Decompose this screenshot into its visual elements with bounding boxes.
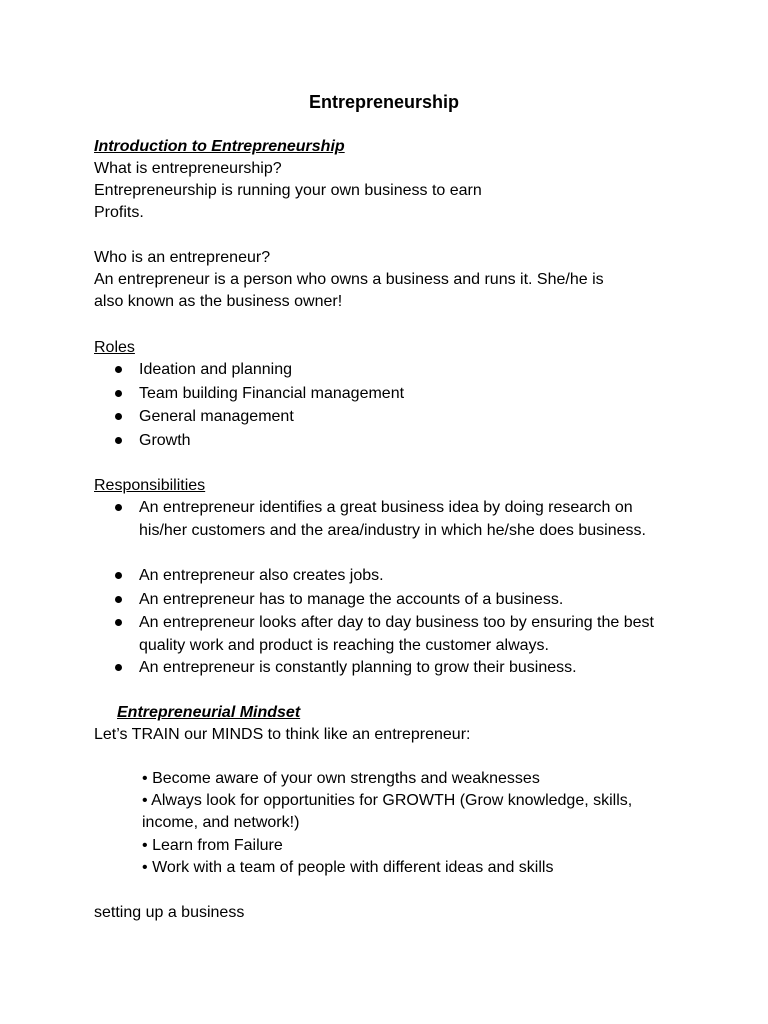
closing-text: setting up a business — [94, 904, 245, 921]
bullet-icon — [115, 437, 122, 444]
roles-item-text: Ideation and planning — [139, 361, 293, 378]
bullet-glyph: • — [142, 792, 148, 809]
mindset-list-item — [142, 857, 687, 879]
intro-answer-1-line-1: Entrepreneurship is running your own business to earn — [94, 182, 482, 199]
responsibilities-heading: Responsibilities — [94, 477, 206, 494]
intro-answer-2-line-1: An entrepreneur is a person who owns a business and runs it. She/he is — [94, 271, 604, 288]
responsibilities-item-text: An entrepreneur has to manage the accounts of a business. — [139, 591, 564, 608]
mindset-item-text: Work with a team of people with different ideas and skills — [152, 859, 554, 876]
mindset-item-text: Become aware of your own strengths and weaknesses — [152, 770, 540, 787]
roles-item-text: Growth — [139, 432, 191, 449]
mindset-intro: Let’s TRAIN our MINDS to think like an entrepreneur: — [94, 726, 471, 743]
bullet-glyph: • — [142, 837, 148, 854]
intro-question-2: Who is an entrepreneur? — [94, 249, 271, 266]
responsibilities-item-text: An entrepreneur also creates jobs. — [139, 567, 384, 584]
roles-list-item — [139, 406, 684, 429]
bullet-glyph: • — [142, 859, 148, 876]
intro-answer-2-line-2: also known as the business owner! — [94, 293, 343, 310]
responsibilities-list-item — [139, 565, 684, 588]
responsibilities-list-item — [139, 657, 684, 680]
roles-list-item — [139, 383, 684, 406]
mindset-item-text: Learn from Failure — [152, 837, 283, 854]
intro-answer-1-line-2: Profits. — [94, 204, 144, 221]
mindset-item-text: Always look for opportunities for GROWTH (Grow knowledge, skills, income, and network!) — [142, 792, 633, 831]
responsibilities-item-text: An entrepreneur identifies a great business idea by doing research on his/her customers and the area/industry in which he/she does business. — [139, 499, 646, 539]
bullet-icon — [115, 413, 122, 420]
bullet-glyph: • — [142, 770, 148, 787]
responsibilities-list-item — [139, 497, 684, 542]
roles-heading: Roles — [94, 339, 135, 356]
bullet-icon — [115, 390, 122, 397]
bullet-icon — [115, 619, 122, 626]
mindset-heading: Entrepreneurial Mindset — [117, 704, 301, 721]
bullet-icon — [115, 366, 122, 373]
roles-item-text: Team building Financial management — [139, 385, 405, 402]
roles-list-item — [139, 430, 684, 453]
bullet-icon — [115, 504, 122, 511]
responsibilities-item-text: An entrepreneur is constantly planning to grow their business. — [139, 659, 577, 676]
document-title: Entrepreneurship — [308, 92, 460, 112]
intro-heading: Introduction to Entrepreneurship — [94, 138, 345, 155]
mindset-list-item — [142, 835, 687, 857]
responsibilities-item-text: An entrepreneur looks after day to day business too by ensuring the best quality work and product is reaching the customer always. — [139, 614, 654, 654]
intro-question-1: What is entrepreneurship? — [94, 160, 282, 177]
responsibilities-list-item — [139, 612, 684, 657]
mindset-list-item — [142, 768, 687, 790]
bullet-icon — [115, 596, 122, 603]
roles-item-text: General management — [139, 408, 294, 425]
bullet-icon — [115, 572, 122, 579]
bullet-icon — [115, 664, 122, 671]
responsibilities-list-item — [139, 589, 684, 612]
mindset-list-item — [142, 790, 662, 834]
roles-list-item — [139, 359, 684, 382]
